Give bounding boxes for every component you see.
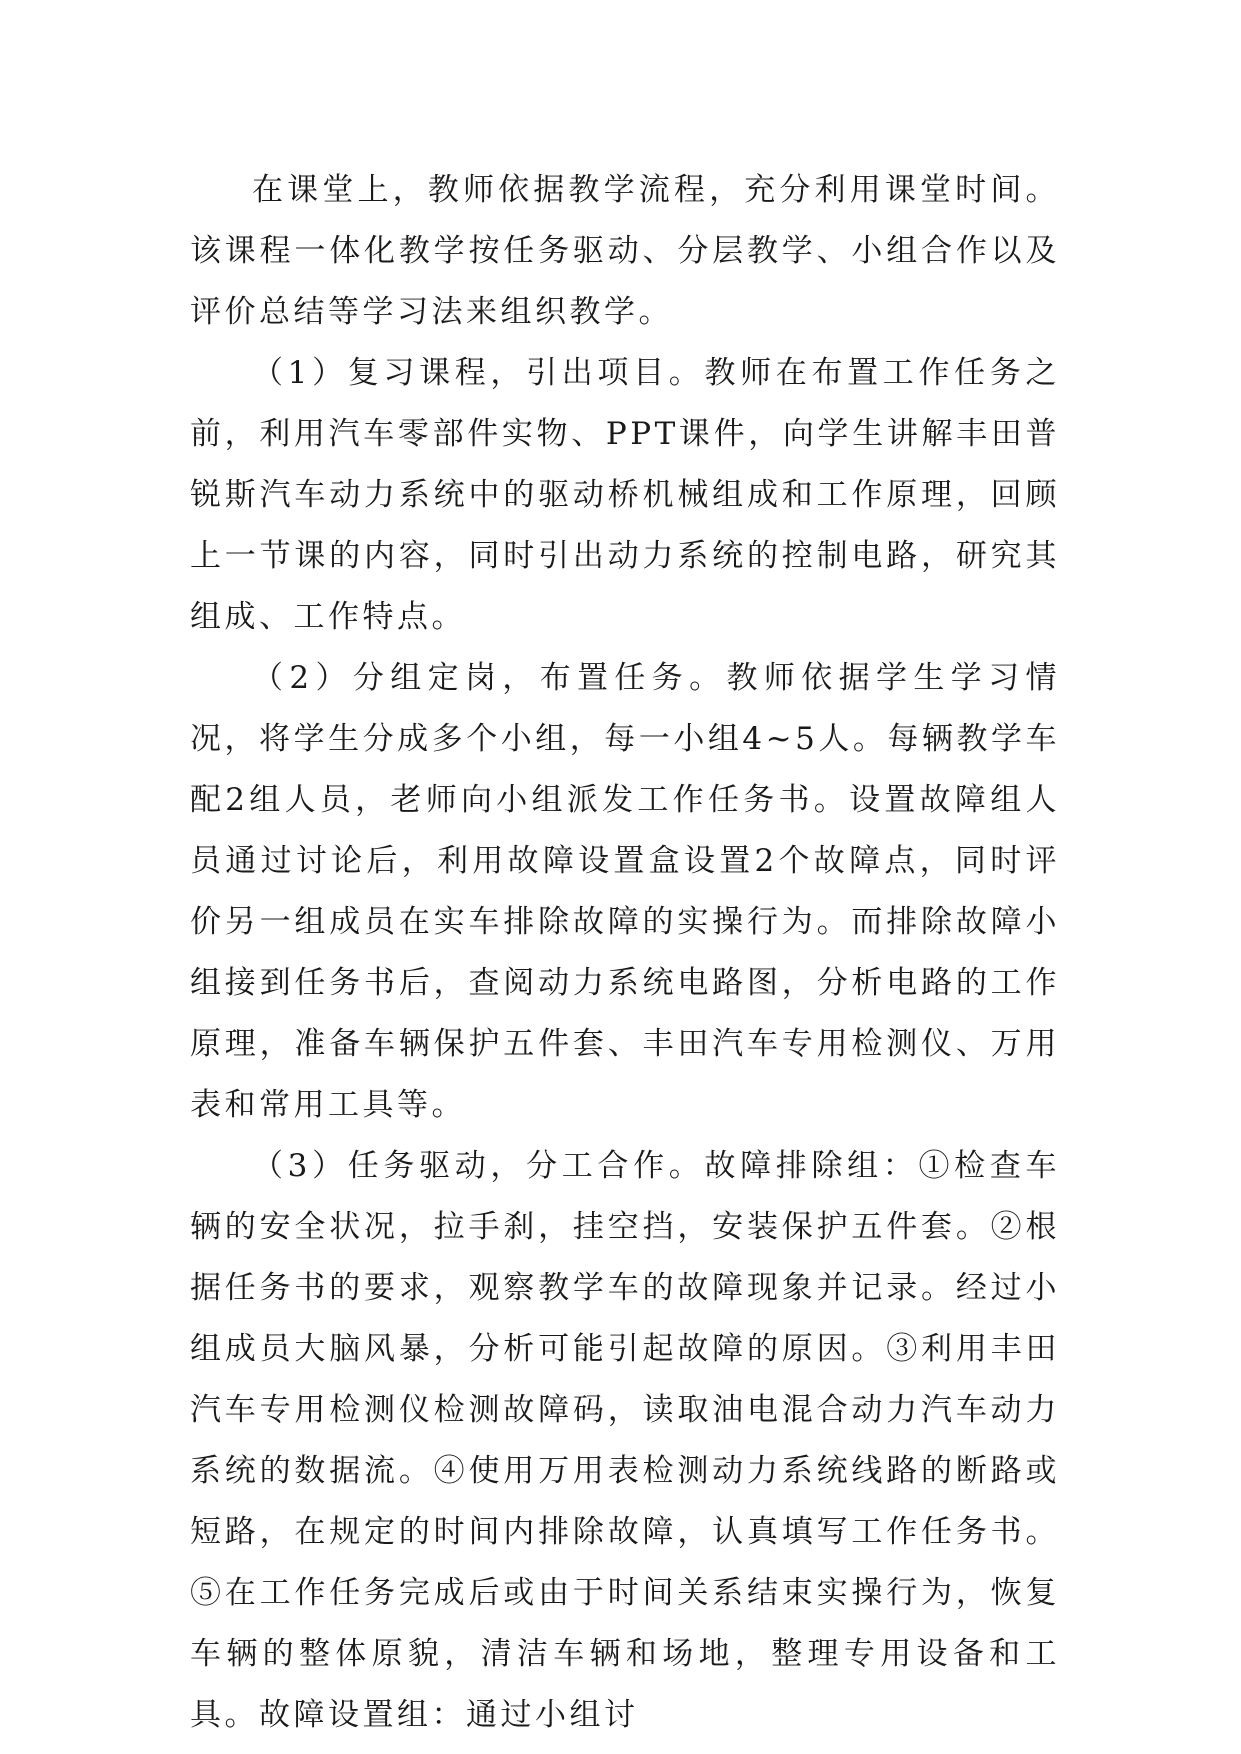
paragraph-intro: 在课堂上，教师依据教学流程，充分利用课堂时间。该课程一体化教学按任务驱动、分层教学、小组合作以及评价总结等学习法来组织教学。	[190, 172, 1060, 330]
paragraph-step-3: （3）任务驱动，分工合作。故障排除组：①检查车辆的安全状况，拉手刹，挂空挡，安装保护五件套。②根据任务书的要求，观察教学车的故障现象并记录。经过小组成员大脑风暴，分析可能引起故障的原因。③利用丰田汽车专用检测仪检测故障码，读取油电混合动力汽车动力系统的数据流。④使用万用表检测动力系统线路的断路或短路，在规定的时间内排除故障，认真填写工作任务书。⑤在工作任务完成后或由于时间关系结束实操行为，恢复车辆的整体原貌，清洁车辆和场地，整理专用设备和工具。故障设置组：通过小组讨	[190, 1148, 1060, 1733]
body-text	[190, 160, 1060, 1746]
paragraph-step-1: （1）复习课程，引出项目。教师在布置工作任务之前，利用汽车零部件实物、PPT课件，向学生讲解丰田普锐斯汽车动力系统中的驱动桥机械组成和工作原理，回顾上一节课的内容，同时引出动力系统的控制电路，研究其组成、工作特点。	[190, 355, 1060, 635]
paragraph-step-2: （2）分组定岗，布置任务。教师依据学生学习情况，将学生分成多个小组，每一小组4~5人。每辆教学车配2组人员，老师向小组派发工作任务书。设置故障组人员通过讨论后，利用故障设置盒设置2个故障点，同时评价另一组成员在实车排除故障的实操行为。而排除故障小组接到任务书后，查阅动力系统电路图，分析电路的工作原理，准备车辆保护五件套、丰田汽车专用检测仪、万用表和常用工具等。	[190, 660, 1060, 1123]
